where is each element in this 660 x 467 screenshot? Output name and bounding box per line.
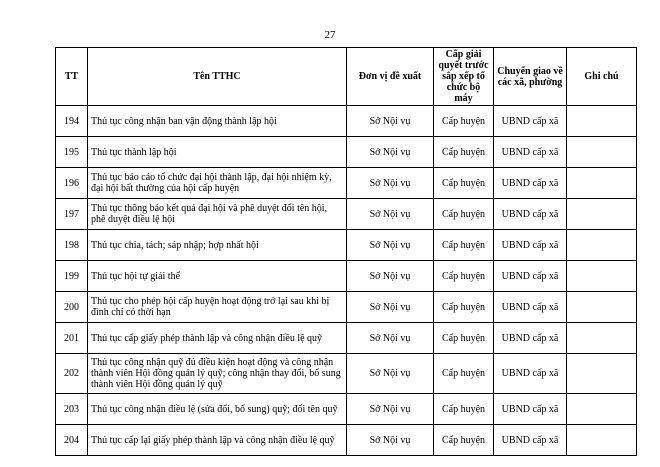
cell-tt: 196: [56, 168, 88, 199]
cell-tt: 199: [56, 261, 88, 292]
table-row: [56, 137, 637, 168]
header-tt: TT: [56, 48, 88, 106]
cell-transfer: UBND cấp xã: [494, 354, 567, 394]
table-row: [56, 261, 637, 292]
cell-transfer: UBND cấp xã: [494, 292, 567, 323]
cell-level: Cấp huyện: [434, 137, 494, 168]
cell-transfer: UBND cấp xã: [494, 168, 567, 199]
cell-level: Cấp huyện: [434, 106, 494, 137]
cell-unit: Sở Nội vụ: [347, 168, 434, 199]
cell-transfer: UBND cấp xã: [494, 261, 567, 292]
cell-unit: Sở Nội vụ: [347, 425, 434, 456]
cell-note: [567, 261, 637, 292]
cell-tt: 195: [56, 137, 88, 168]
cell-name: Thủ tục hội tự giải thể: [88, 261, 347, 292]
cell-note: [567, 106, 637, 137]
cell-name: Thủ tục cấp giấy phép thành lập và công nhận điều lệ quỹ: [88, 323, 347, 354]
cell-unit: Sở Nội vụ: [347, 230, 434, 261]
cell-name: Thủ tục công nhận ban vận động thành lập hội: [88, 106, 347, 137]
table-header-row: [56, 48, 637, 106]
cell-name: Thủ tục công nhận quỹ đủ điều kiện hoạt động và công nhận thành viên Hội đồng quản lý quỹ; công nhận thay đổi, bổ sung thành viên Hội đồng quản lý quỹ: [88, 354, 347, 394]
table-row: [56, 106, 637, 137]
table-row: [56, 168, 637, 199]
cell-unit: Sở Nội vụ: [347, 323, 434, 354]
cell-tt: 194: [56, 106, 88, 137]
cell-unit: Sở Nội vụ: [347, 199, 434, 230]
header-name: Tên TTHC: [88, 48, 347, 106]
cell-name: Thủ tục cho phép hội cấp huyện hoạt động trở lại sau khi bị đình chỉ có thời hạn: [88, 292, 347, 323]
cell-transfer: UBND cấp xã: [494, 137, 567, 168]
procedures-table: [55, 47, 637, 456]
cell-level: Cấp huyện: [434, 292, 494, 323]
table-row: [56, 292, 637, 323]
cell-note: [567, 292, 637, 323]
page-number: 27: [324, 29, 336, 41]
cell-name: Thủ tục thông báo kết quả đại hội và phê duyệt đổi tên hội, phê duyệt điều lệ hội: [88, 199, 347, 230]
table-row: [56, 199, 637, 230]
cell-transfer: UBND cấp xã: [494, 425, 567, 456]
cell-name: Thủ tục chia, tách; sáp nhập; hợp nhất hội: [88, 230, 347, 261]
cell-level: Cấp huyện: [434, 261, 494, 292]
cell-unit: Sở Nội vụ: [347, 137, 434, 168]
cell-name: Thủ tục cấp lại giấy phép thành lập và công nhận điều lệ quỹ: [88, 425, 347, 456]
cell-level: Cấp huyện: [434, 230, 494, 261]
cell-transfer: UBND cấp xã: [494, 230, 567, 261]
cell-tt: 204: [56, 425, 88, 456]
cell-note: [567, 168, 637, 199]
cell-note: [567, 199, 637, 230]
cell-unit: Sở Nội vụ: [347, 292, 434, 323]
cell-transfer: UBND cấp xã: [494, 394, 567, 425]
header-level: Cấp giải quyết trước sắp xếp tổ chức bộ máy: [434, 48, 494, 106]
cell-tt: 201: [56, 323, 88, 354]
cell-tt: 197: [56, 199, 88, 230]
cell-note: [567, 425, 637, 456]
cell-note: [567, 137, 637, 168]
table-row: [56, 230, 637, 261]
cell-level: Cấp huyện: [434, 323, 494, 354]
cell-level: Cấp huyện: [434, 425, 494, 456]
table-row: [56, 323, 637, 354]
cell-tt: 200: [56, 292, 88, 323]
cell-unit: Sở Nội vụ: [347, 261, 434, 292]
cell-note: [567, 394, 637, 425]
cell-level: Cấp huyện: [434, 394, 494, 425]
cell-note: [567, 323, 637, 354]
cell-name: Thủ tục thành lập hội: [88, 137, 347, 168]
cell-unit: Sở Nội vụ: [347, 354, 434, 394]
table-row: [56, 354, 637, 394]
cell-transfer: UBND cấp xã: [494, 323, 567, 354]
cell-note: [567, 354, 637, 394]
header-transfer: Chuyển giao về các xã, phường: [494, 48, 567, 106]
cell-name: Thủ tục công nhận điều lệ (sửa đổi, bổ sung) quỹ; đổi tên quỹ: [88, 394, 347, 425]
header-unit: Đơn vị đề xuất: [347, 48, 434, 106]
header-note: Ghi chú: [567, 48, 637, 106]
cell-tt: 198: [56, 230, 88, 261]
cell-name: Thủ tục báo cáo tổ chức đại hội thành lập, đại hội nhiệm kỳ, đại hội bất thường của hội cấp huyện: [88, 168, 347, 199]
table-row: [56, 394, 637, 425]
cell-unit: Sở Nội vụ: [347, 106, 434, 137]
cell-level: Cấp huyện: [434, 354, 494, 394]
cell-unit: Sở Nội vụ: [347, 394, 434, 425]
cell-transfer: UBND cấp xã: [494, 199, 567, 230]
table-row: [56, 425, 637, 456]
cell-tt: 202: [56, 354, 88, 394]
cell-level: Cấp huyện: [434, 199, 494, 230]
cell-tt: 203: [56, 394, 88, 425]
cell-transfer: UBND cấp xã: [494, 106, 567, 137]
cell-level: Cấp huyện: [434, 168, 494, 199]
cell-note: [567, 230, 637, 261]
